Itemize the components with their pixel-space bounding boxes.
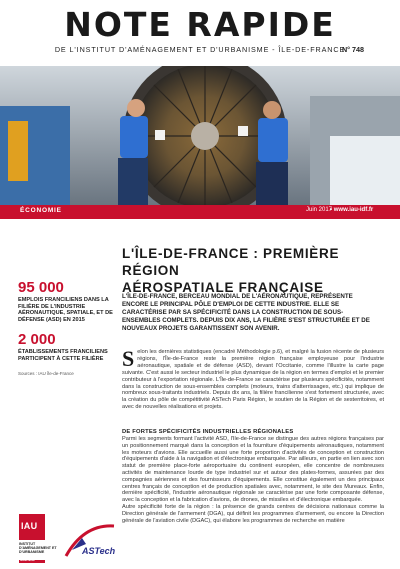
publication-date: Juin 2017 (306, 207, 333, 213)
dropcap: S (122, 346, 135, 371)
sources-note: Sources : IAU île-de-France (18, 370, 74, 376)
paragraph-1-text: elon les dernières statistiques (encadré Méthodologie p.6), et malgré la fusion récente de plusieurs régions, l'Île-de-France reste la première région française employeuse pour l'industrie aéronautique, spatiale et de défense (ASD), devant l'Occitanie, comme l'illustre la carte page suivante. C'est aussi le secteur industriel le plus dynamique de la région en termes d'emploi et le premier contributeur à l'exportation régionale. L'Île-de-France se caractérise par plusieurs spécificités, notamment dans la construction de sous-ensembles complets (moteurs, trains d'atterrissages, etc.) qui implique de nombreux sous-traitants industriels. Depuis dix ans, la filière francilienne s'est fortement structurée, avec la création du pôle de compétitivité ASTech Paris Région, le soutien de la Région et de sesterritoires, et avec de nouvelles réalisations et projets. (122, 349, 384, 411)
website-link[interactable]: • www.iau-idf.fr (330, 207, 374, 213)
kpi-jobs-value: 95 000 (18, 279, 64, 296)
astech-logo (62, 520, 118, 564)
masthead (0, 0, 400, 66)
section-theme: ÉCONOMIE (20, 207, 62, 214)
section-subheading: DE FORTES SPÉCIFICITÉS INDUSTRIELLES RÉGIONALES (122, 429, 294, 435)
engine-assembly-illustration (0, 66, 400, 205)
kpi-establishments-label: ÉTABLISSEMENTS FRANCILIENS PARTICIPENT À CETTE FILIÈRE (18, 349, 108, 362)
paragraph-2-text: Parmi les segments formant l'activité ASD, l'Île-de-France se distingue des autres régions françaises par un positionnement marqué dans la conception et la fourniture d'équipements aéronautiques, notamment les moteurs d'avions. Elle accueille aussi une forte proportion d'activités de conception et construction d'équipements d'aide à la navigation et d'électronique embarquée. Par ailleurs, en partie en lien avec son statut de première place-forte aéroportuaire du continent européen, elle concentre de nombreuses activités de maintenance lourde de type industriel sur et autour des plates-formes, assurées par des compagnies aériennes et des fournisseurs d'équipements. Elle constitue également un des principaux centres français de conception et de production spatiales avec, notamment, le site des Mureaux. Enfin, dernière spécificité, l'industrie aéronautique régionale se caractérise par une forte composante défense, avec la conception et la fabrication d'avions, de drones, de missiles et d'électronique embarquée. (122, 436, 384, 504)
astech-wordmark: ASTech (82, 546, 116, 556)
publication-subtitle: DE L'INSTITUT D'AMÉNAGEMENT ET D'URBANISME - ÎLE-DE-FRANCE (54, 45, 346, 54)
kpi-establishments-value: 2 000 (18, 331, 56, 349)
cover-photo-engine-assembly (0, 66, 400, 205)
astech-swoosh-icon (62, 520, 118, 564)
article-lead: L'ÎLE-DE-FRANCE, BERCEAU MONDIAL DE L'AÉRONAUTIQUE, REPRÉSENTE ENCORE LE PRINCIPAL PÔLE D'EMPLOI DE CETTE INDUSTRIE. ELLE SE CARACTÉRISE PAR SA SPÉCIFICITÉ DANS LA CONSTRUCTION DE SOUS-ENSEMBLES COMPLETS. DEPUIS DIX ANS, LA FILIÈRE S'EST STRUCTURÉE ET DE NOUVEAUX PROJETS GARANTISSENT SON AVENIR. (122, 293, 370, 332)
article-paragraph-2 (122, 436, 384, 567)
kpi-jobs-label: EMPLOIS FRANCILIENS DANS LA FILIÈRE DE L'INDUSTRIE AÉRONAUTIQUE, SPATIALE, ET DE DÉFENSE (ASD) EN 2015 (18, 297, 113, 323)
headline (122, 245, 384, 296)
article-paragraph-1 (122, 346, 384, 411)
section-band (0, 205, 400, 219)
iau-logo-mark: IAU (21, 521, 38, 531)
headline-line-2: AÉROSPATIALE FRANÇAISE (122, 280, 324, 295)
iau-logo (19, 514, 45, 540)
iau-logo-region-bar (19, 560, 45, 563)
headline-line-1: L'ÎLE-DE-FRANCE : PREMIÈRE RÉGION (122, 246, 340, 278)
issue-number: N° 748 (341, 45, 364, 54)
paragraph-3-text: Autre spécificité forte de la région : la présence de grands centres de décisions nationaux comme la Direction générale de l'armement (DGA), qui définit les programmes d'armement, ou encore la Direction générale de l'aviation civile (DGAC), qui élabore les programmes de recherche en matière (122, 503, 384, 524)
publication-title: NOTE RAPIDE (64, 5, 336, 44)
key-figures-sidebar (18, 280, 120, 376)
iau-logo-caption: INSTITUT D'AMÉNAGEMENT ET D'URBANISME (19, 542, 57, 555)
iau-region-label: ÎleDeFrance (20, 559, 35, 562)
